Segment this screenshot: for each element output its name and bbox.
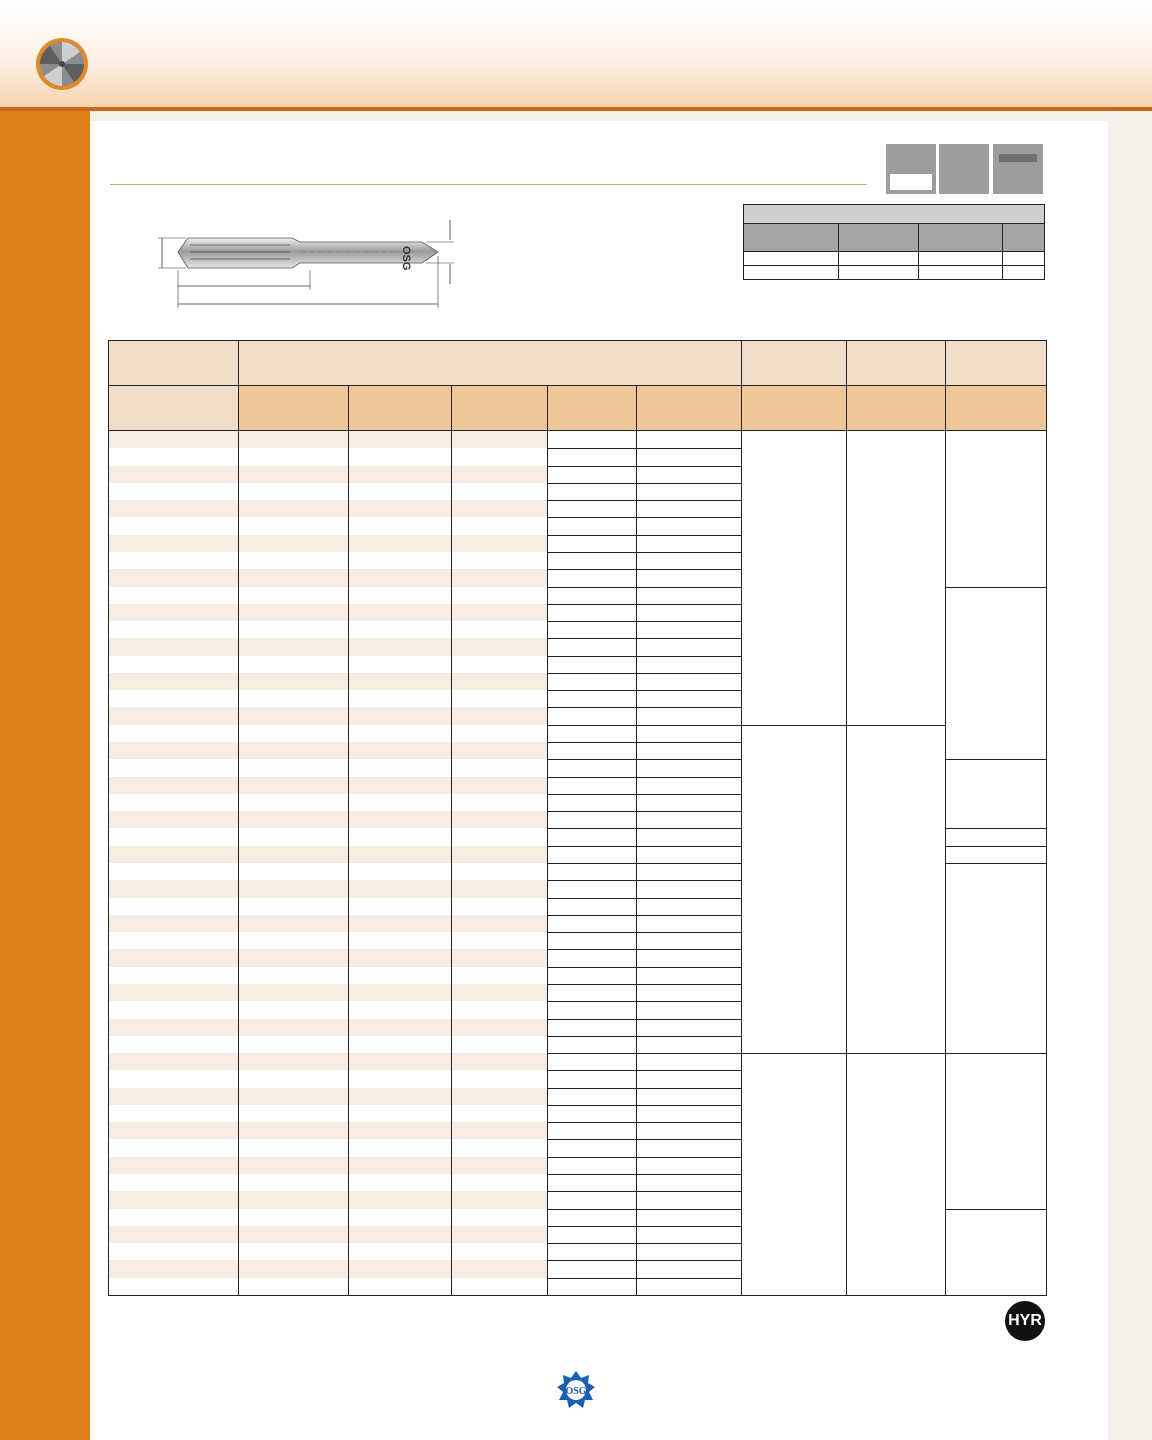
- table-row: [109, 448, 548, 465]
- table-row: [109, 1191, 548, 1208]
- cell-divider: [548, 725, 741, 726]
- table-row: [109, 621, 548, 638]
- cell-divider: [548, 880, 741, 881]
- table-row: [109, 828, 548, 845]
- cell-divider: [548, 1105, 741, 1106]
- spec-col-divider: [838, 224, 839, 279]
- table-row: [109, 638, 548, 655]
- group-divider: [946, 1053, 1046, 1054]
- spec-table-header-row: [744, 224, 1044, 252]
- header-cell: [742, 341, 846, 385]
- cell-divider: [548, 1209, 741, 1210]
- table-row: [109, 1070, 548, 1087]
- cell-divider: [548, 621, 741, 622]
- tab-3-mark: [999, 154, 1037, 162]
- table-row: [109, 1260, 548, 1277]
- table-row: [109, 535, 548, 552]
- cell-divider: [548, 638, 741, 639]
- cell-divider: [548, 1243, 741, 1244]
- svg-text:OSG: OSG: [565, 1386, 587, 1397]
- cell-divider: [548, 1191, 741, 1192]
- group-divider: [946, 828, 1046, 829]
- header-cell: [946, 341, 1046, 385]
- subheader-cell: [847, 386, 945, 430]
- table-row: [109, 794, 548, 811]
- subheader-cell: [239, 386, 348, 430]
- table-row: [109, 673, 548, 690]
- cell-divider: [548, 517, 741, 518]
- cell-divider: [548, 967, 741, 968]
- table-row: [109, 846, 548, 863]
- group-divider: [946, 759, 1046, 760]
- spec-col-divider: [918, 224, 919, 279]
- col-divider: [846, 341, 847, 1295]
- col-divider: [451, 386, 452, 1295]
- group-divider: [946, 1209, 1046, 1210]
- subheader-cell: [548, 386, 636, 430]
- cell-divider: [548, 1001, 741, 1002]
- group-divider: [946, 587, 1046, 588]
- table-row: [109, 880, 548, 897]
- table-row: [109, 483, 548, 500]
- cell-divider: [548, 777, 741, 778]
- header-band: [0, 0, 1152, 108]
- table-row: [109, 1019, 548, 1036]
- cell-divider: [548, 690, 741, 691]
- sidebar-strip: [0, 111, 90, 1440]
- table-row: [109, 984, 548, 1001]
- table-row: [109, 932, 548, 949]
- cell-divider: [548, 1226, 741, 1227]
- table-row: [109, 604, 548, 621]
- table-row: [109, 1053, 548, 1070]
- subheader-cell: [946, 386, 1046, 430]
- tab-1-highlight: [890, 174, 932, 190]
- table-row: [109, 569, 548, 586]
- cell-divider: [548, 949, 741, 950]
- table-row: [109, 466, 548, 483]
- cell-divider: [548, 535, 741, 536]
- group-divider: [742, 725, 945, 726]
- hyr-badge: HYR: [1005, 1301, 1045, 1341]
- table-row: [109, 431, 548, 448]
- cell-divider: [548, 1070, 741, 1071]
- cell-divider: [548, 846, 741, 847]
- cell-divider: [548, 1260, 741, 1261]
- table-row: [109, 552, 548, 569]
- subheader-cell: [452, 386, 547, 430]
- table-row: [109, 967, 548, 984]
- cell-divider: [548, 1278, 741, 1279]
- col-divider: [741, 341, 742, 1295]
- cell-divider: [548, 915, 741, 916]
- table-row: [109, 1226, 548, 1243]
- cell-divider: [548, 863, 741, 864]
- table-row: [109, 1157, 548, 1174]
- cell-divider: [548, 587, 741, 588]
- cell-divider: [548, 500, 741, 501]
- cell-divider: [548, 448, 741, 449]
- cell-divider: [548, 742, 741, 743]
- header-cell: [847, 341, 945, 385]
- row-divider: [109, 385, 1046, 386]
- cell-divider: [548, 1053, 741, 1054]
- cell-divider: [548, 673, 741, 674]
- col-divider: [636, 386, 637, 1295]
- table-row: [109, 898, 548, 915]
- group-divider: [946, 846, 1046, 847]
- table-row: [109, 1088, 548, 1105]
- subheader-cell: [349, 386, 451, 430]
- table-row: [109, 725, 548, 742]
- table-row: [109, 517, 548, 534]
- tab-1[interactable]: [886, 144, 936, 194]
- cell-divider: [548, 1174, 741, 1175]
- cell-divider: [548, 656, 741, 657]
- table-row: [109, 690, 548, 707]
- cell-divider: [548, 1157, 741, 1158]
- col-divider: [945, 341, 946, 1295]
- table-row: [109, 1122, 548, 1139]
- table-row: [109, 587, 548, 604]
- table-row: [109, 777, 548, 794]
- spec-table-title-row: [744, 205, 1044, 224]
- cell-divider: [548, 466, 741, 467]
- svg-text:OSG: OSG: [400, 246, 412, 271]
- table-row: [109, 1278, 548, 1295]
- col-divider: [348, 386, 349, 1295]
- cell-divider: [548, 759, 741, 760]
- table-row: [109, 1209, 548, 1226]
- cell-divider: [548, 1139, 741, 1140]
- cell-divider: [548, 483, 741, 484]
- cell-divider: [548, 1019, 741, 1020]
- table-row: [109, 811, 548, 828]
- spec-table: [743, 204, 1045, 280]
- group-divider: [742, 1053, 945, 1054]
- tab-2[interactable]: [939, 144, 989, 194]
- right-margin-strip: [1108, 111, 1152, 1440]
- row-divider: [109, 430, 1046, 431]
- cell-divider: [548, 1122, 741, 1123]
- subheader-cell: [742, 386, 846, 430]
- col-divider: [238, 341, 239, 1295]
- table-row: [109, 707, 548, 724]
- cell-divider: [548, 1036, 741, 1037]
- table-row: [109, 915, 548, 932]
- table-row: [109, 1001, 548, 1018]
- product-table: [108, 340, 1047, 1296]
- cell-divider: [548, 794, 741, 795]
- table-row: [109, 500, 548, 517]
- title-rule: [110, 184, 867, 185]
- table-row: [109, 656, 548, 673]
- subheader-cell: [637, 386, 741, 430]
- cell-divider: [548, 1088, 741, 1089]
- table-row: [109, 742, 548, 759]
- header-group-size: [239, 341, 741, 385]
- table-row: [109, 1174, 548, 1191]
- table-row: [109, 1139, 548, 1156]
- col-divider: [547, 386, 548, 1295]
- table-row: [109, 949, 548, 966]
- cell-divider: [548, 898, 741, 899]
- table-row: [109, 1105, 548, 1122]
- cell-divider: [548, 811, 741, 812]
- spec-table-value-row: [744, 252, 1044, 266]
- cell-divider: [548, 932, 741, 933]
- content-top-shade: [90, 111, 1108, 121]
- drill-cross-section-icon: [34, 36, 90, 92]
- tool-dimension-drawing-icon: [150, 212, 470, 312]
- cell-divider: [548, 552, 741, 553]
- cell-divider: [548, 707, 741, 708]
- cell-divider: [548, 828, 741, 829]
- cell-divider: [548, 569, 741, 570]
- cell-divider: [548, 984, 741, 985]
- cell-divider: [548, 604, 741, 605]
- table-row: [109, 1243, 548, 1260]
- group-divider: [946, 863, 1046, 864]
- table-row: [109, 863, 548, 880]
- tab-3[interactable]: [993, 144, 1043, 194]
- table-row: [109, 759, 548, 776]
- spec-col-divider: [1002, 224, 1003, 279]
- table-row: [109, 1036, 548, 1053]
- osg-logo-icon: [556, 1370, 596, 1410]
